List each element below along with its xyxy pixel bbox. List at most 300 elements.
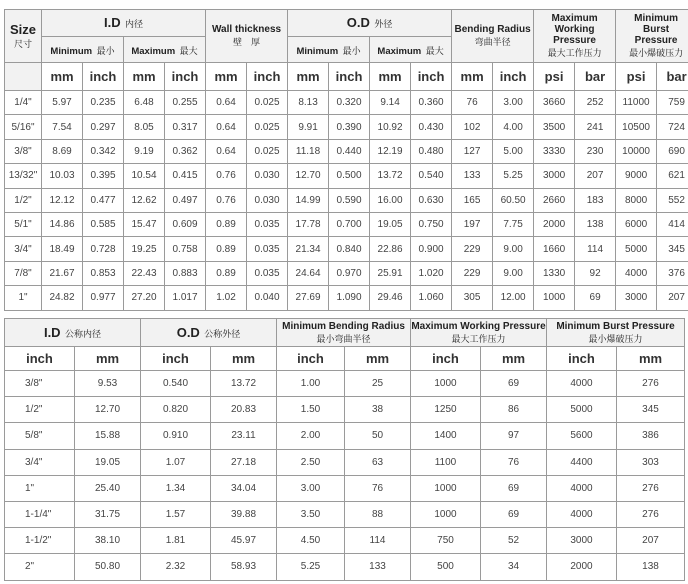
size-cell: 1-1/2"	[5, 528, 75, 554]
value-cell: 4000	[547, 501, 617, 527]
value-cell: 58.93	[211, 554, 277, 580]
value-cell: 0.758	[165, 237, 206, 261]
value-cell: 21.67	[42, 261, 83, 285]
value-cell: 133	[452, 164, 493, 188]
hose-spec-table-2	[4, 318, 685, 581]
value-cell: 0.025	[247, 115, 288, 139]
value-cell: 5.00	[493, 139, 534, 163]
bend-label-cn: 弯曲半径	[474, 37, 511, 47]
value-cell: 38.10	[75, 528, 141, 554]
value-cell: 13.72	[211, 371, 277, 397]
value-cell: 0.89	[206, 237, 247, 261]
value-cell: 252	[575, 91, 616, 115]
value-cell: 500	[411, 554, 481, 580]
value-cell: 1000	[411, 371, 481, 397]
value-cell: 45.97	[211, 528, 277, 554]
value-cell: 3660	[534, 91, 575, 115]
value-cell: 4000	[547, 475, 617, 501]
wall-label-cn: 壁 厚	[233, 37, 261, 47]
units-blank-cell	[5, 63, 42, 91]
value-cell: 3500	[534, 115, 575, 139]
value-cell: 138	[575, 212, 616, 236]
value-cell: 1.00	[277, 371, 345, 397]
value-cell: 0.700	[329, 212, 370, 236]
value-cell: 15.47	[124, 212, 165, 236]
value-cell: 14.99	[288, 188, 329, 212]
value-cell: 0.64	[206, 115, 247, 139]
size-label: Size	[9, 22, 36, 37]
size-cell: 3/8"	[5, 139, 42, 163]
t2-id-label-cn: 公称内径	[65, 328, 102, 339]
value-cell: 12.62	[124, 188, 165, 212]
value-cell: 34.04	[211, 475, 277, 501]
hose-spec-table-1	[4, 9, 688, 311]
size-cell: 13/32"	[5, 164, 42, 188]
table-row	[5, 286, 688, 310]
value-cell: 0.255	[165, 91, 206, 115]
value-cell: 1000	[411, 501, 481, 527]
value-cell: 4000	[616, 261, 657, 285]
value-cell: 0.76	[206, 164, 247, 188]
value-cell: 0.360	[411, 91, 452, 115]
value-cell: 10.54	[124, 164, 165, 188]
value-cell: 414	[657, 212, 688, 236]
value-cell: 0.025	[247, 91, 288, 115]
t2-work-label-cn: 最大工作压力	[451, 333, 506, 344]
value-cell: 4.00	[493, 115, 534, 139]
value-cell: 276	[617, 501, 685, 527]
value-cell: 0.89	[206, 212, 247, 236]
size-cell: 3/4"	[5, 449, 75, 475]
value-cell: 92	[575, 261, 616, 285]
value-cell: 24.64	[288, 261, 329, 285]
burst-label: Minimum Burst Pressure	[634, 13, 679, 46]
value-cell: 114	[345, 528, 411, 554]
value-cell: 16.00	[370, 188, 411, 212]
unit-header-cell: inch	[277, 347, 345, 371]
size-cell: 1"	[5, 286, 42, 310]
value-cell: 25.40	[75, 475, 141, 501]
value-cell: 12.70	[288, 164, 329, 188]
size-cell: 1/2"	[5, 188, 42, 212]
value-cell: 12.00	[493, 286, 534, 310]
value-cell: 690	[657, 139, 688, 163]
value-cell: 4000	[547, 371, 617, 397]
value-cell: 621	[657, 164, 688, 188]
value-cell: 5.97	[42, 91, 83, 115]
value-cell: 69	[481, 501, 547, 527]
table-row	[5, 91, 688, 115]
value-cell: 50.80	[75, 554, 141, 580]
value-cell: 0.297	[83, 115, 124, 139]
value-cell: 10500	[616, 115, 657, 139]
t2-burst-header	[547, 319, 685, 347]
size-cell: 1-1/4"	[5, 501, 75, 527]
value-cell: 25.91	[370, 261, 411, 285]
value-cell: 5.25	[493, 164, 534, 188]
value-cell: 0.970	[329, 261, 370, 285]
unit-header-cell: inch	[411, 63, 452, 91]
value-cell: 345	[617, 397, 685, 423]
unit-header-cell: mm	[211, 347, 277, 371]
table-row	[5, 164, 688, 188]
value-cell: 2.00	[277, 423, 345, 449]
value-cell: 5600	[547, 423, 617, 449]
value-cell: 24.82	[42, 286, 83, 310]
value-cell: 207	[657, 286, 688, 310]
id-max-header: Maximum 最大	[124, 37, 206, 63]
unit-header-cell: psi	[616, 63, 657, 91]
value-cell: 9.91	[288, 115, 329, 139]
value-cell: 138	[617, 554, 685, 580]
od-label: O.D	[346, 15, 370, 30]
value-cell: 0.540	[141, 371, 211, 397]
value-cell: 69	[481, 371, 547, 397]
t2-units-row	[5, 347, 685, 371]
value-cell: 276	[617, 371, 685, 397]
value-cell: 9.14	[370, 91, 411, 115]
value-cell: 7.54	[42, 115, 83, 139]
value-cell: 23.11	[211, 423, 277, 449]
value-cell: 1250	[411, 397, 481, 423]
value-cell: 0.609	[165, 212, 206, 236]
value-cell: 0.390	[329, 115, 370, 139]
unit-header-cell: inch	[165, 63, 206, 91]
value-cell: 5000	[616, 237, 657, 261]
unit-header-cell: mm	[288, 63, 329, 91]
value-cell: 0.040	[247, 286, 288, 310]
work-header	[534, 10, 616, 63]
unit-header-cell: bar	[657, 63, 688, 91]
unit-header-cell: mm	[345, 347, 411, 371]
value-cell: 39.88	[211, 501, 277, 527]
value-cell: 8.13	[288, 91, 329, 115]
value-cell: 0.900	[411, 237, 452, 261]
size-cell: 1/2"	[5, 397, 75, 423]
unit-header-cell: inch	[547, 347, 617, 371]
t2-od-label-cn: 公称外径	[204, 328, 241, 339]
size-cell: 5/8"	[5, 423, 75, 449]
value-cell: 97	[481, 423, 547, 449]
value-cell: 0.977	[83, 286, 124, 310]
unit-header-cell: mm	[206, 63, 247, 91]
value-cell: 376	[657, 261, 688, 285]
unit-header-cell: mm	[124, 63, 165, 91]
t2-burst-label-cn: 最小爆破压力	[588, 333, 643, 344]
value-cell: 3.50	[277, 501, 345, 527]
value-cell: 9000	[616, 164, 657, 188]
value-cell: 1400	[411, 423, 481, 449]
table-row	[5, 212, 688, 236]
value-cell: 759	[657, 91, 688, 115]
value-cell: 9.00	[493, 261, 534, 285]
value-cell: 1000	[534, 286, 575, 310]
value-cell: 0.415	[165, 164, 206, 188]
value-cell: 1.57	[141, 501, 211, 527]
value-cell: 13.72	[370, 164, 411, 188]
table-row	[5, 115, 688, 139]
table-row	[5, 371, 685, 397]
value-cell: 38	[345, 397, 411, 423]
value-cell: 229	[452, 261, 493, 285]
unit-header-cell: inch	[493, 63, 534, 91]
value-cell: 11.18	[288, 139, 329, 163]
value-cell: 76	[481, 449, 547, 475]
value-cell: 0.317	[165, 115, 206, 139]
table-row	[5, 261, 688, 285]
value-cell: 197	[452, 212, 493, 236]
value-cell: 52	[481, 528, 547, 554]
value-cell: 0.035	[247, 261, 288, 285]
value-cell: 207	[575, 164, 616, 188]
value-cell: 1330	[534, 261, 575, 285]
unit-header-cell: mm	[75, 347, 141, 371]
od-label-cn: 外径	[374, 19, 393, 29]
value-cell: 1.060	[411, 286, 452, 310]
work-label-cn: 最大工作压力	[547, 48, 602, 58]
size-cell: 5/1"	[5, 212, 42, 236]
value-cell: 0.320	[329, 91, 370, 115]
units-row	[5, 63, 688, 91]
value-cell: 276	[617, 475, 685, 501]
value-cell: 0.728	[83, 237, 124, 261]
value-cell: 0.500	[329, 164, 370, 188]
t2-od-label: O.D	[176, 324, 200, 340]
t2-work-header	[411, 319, 547, 347]
burst-label-cn: 最小爆破压力	[629, 48, 684, 58]
value-cell: 127	[452, 139, 493, 163]
value-cell: 0.035	[247, 212, 288, 236]
value-cell: 8.05	[124, 115, 165, 139]
value-cell: 18.49	[42, 237, 83, 261]
value-cell: 9.19	[124, 139, 165, 163]
value-cell: 0.540	[411, 164, 452, 188]
od-header	[288, 10, 452, 37]
value-cell: 0.853	[83, 261, 124, 285]
unit-header-cell: mm	[370, 63, 411, 91]
value-cell: 69	[481, 475, 547, 501]
t2-bend-label-cn: 最小弯曲半径	[316, 333, 371, 344]
unit-header-cell: mm	[481, 347, 547, 371]
value-cell: 133	[345, 554, 411, 580]
size-cell: 1"	[5, 475, 75, 501]
value-cell: 8000	[616, 188, 657, 212]
od-max-header: Maximum 最大	[370, 37, 452, 63]
value-cell: 76	[345, 475, 411, 501]
size-cell: 1/4"	[5, 91, 42, 115]
t2-bend-label: Minimum Bending Radius	[282, 320, 405, 332]
value-cell: 1.017	[165, 286, 206, 310]
value-cell: 3000	[616, 286, 657, 310]
value-cell: 1100	[411, 449, 481, 475]
value-cell: 4400	[547, 449, 617, 475]
value-cell: 60.50	[493, 188, 534, 212]
value-cell: 12.19	[370, 139, 411, 163]
value-cell: 1.090	[329, 286, 370, 310]
value-cell: 10.03	[42, 164, 83, 188]
value-cell: 305	[452, 286, 493, 310]
value-cell: 0.585	[83, 212, 124, 236]
value-cell: 8.69	[42, 139, 83, 163]
unit-header-cell: inch	[329, 63, 370, 91]
value-cell: 0.342	[83, 139, 124, 163]
value-cell: 0.430	[411, 115, 452, 139]
value-cell: 22.43	[124, 261, 165, 285]
od-min-header: Minimum 最小	[288, 37, 370, 63]
value-cell: 17.78	[288, 212, 329, 236]
value-cell: 1.34	[141, 475, 211, 501]
unit-header-cell: inch	[83, 63, 124, 91]
table-row	[5, 423, 685, 449]
value-cell: 0.64	[206, 139, 247, 163]
unit-header-cell: bar	[575, 63, 616, 91]
value-cell: 5.25	[277, 554, 345, 580]
value-cell: 241	[575, 115, 616, 139]
burst-header	[616, 10, 688, 63]
value-cell: 0.590	[329, 188, 370, 212]
value-cell: 0.76	[206, 188, 247, 212]
table-row	[5, 475, 685, 501]
value-cell: 0.035	[247, 237, 288, 261]
value-cell: 0.750	[411, 212, 452, 236]
wall-header	[206, 10, 288, 63]
t2-od-header	[141, 319, 277, 347]
value-cell: 2000	[534, 212, 575, 236]
id-header	[42, 10, 206, 37]
value-cell: 31.75	[75, 501, 141, 527]
size-cell: 7/8"	[5, 261, 42, 285]
value-cell: 0.820	[141, 397, 211, 423]
value-cell: 27.20	[124, 286, 165, 310]
value-cell: 14.86	[42, 212, 83, 236]
value-cell: 0.030	[247, 188, 288, 212]
table-row	[5, 139, 688, 163]
value-cell: 12.70	[75, 397, 141, 423]
value-cell: 0.840	[329, 237, 370, 261]
unit-header-cell: inch	[411, 347, 481, 371]
value-cell: 114	[575, 237, 616, 261]
value-cell: 4.50	[277, 528, 345, 554]
value-cell: 9.53	[75, 371, 141, 397]
value-cell: 724	[657, 115, 688, 139]
value-cell: 0.480	[411, 139, 452, 163]
value-cell: 0.025	[247, 139, 288, 163]
value-cell: 86	[481, 397, 547, 423]
wall-label: Wall thickness	[211, 24, 282, 35]
value-cell: 3.00	[493, 91, 534, 115]
value-cell: 386	[617, 423, 685, 449]
unit-header-cell: mm	[617, 347, 685, 371]
value-cell: 303	[617, 449, 685, 475]
value-cell: 15.88	[75, 423, 141, 449]
value-cell: 1660	[534, 237, 575, 261]
value-cell: 0.64	[206, 91, 247, 115]
id-label-cn: 内径	[125, 19, 144, 29]
table-row	[5, 554, 685, 580]
value-cell: 165	[452, 188, 493, 212]
unit-header-cell: inch	[141, 347, 211, 371]
size-header	[5, 10, 42, 63]
value-cell: 3330	[534, 139, 575, 163]
table-row	[5, 501, 685, 527]
table-row	[5, 188, 688, 212]
value-cell: 102	[452, 115, 493, 139]
value-cell: 27.18	[211, 449, 277, 475]
value-cell: 5000	[547, 397, 617, 423]
unit-header-cell: inch	[247, 63, 288, 91]
value-cell: 207	[617, 528, 685, 554]
value-cell: 3000	[547, 528, 617, 554]
value-cell: 12.12	[42, 188, 83, 212]
value-cell: 34	[481, 554, 547, 580]
value-cell: 230	[575, 139, 616, 163]
size-cell: 3/4"	[5, 237, 42, 261]
value-cell: 88	[345, 501, 411, 527]
value-cell: 1000	[411, 475, 481, 501]
value-cell: 0.910	[141, 423, 211, 449]
table-row	[5, 449, 685, 475]
value-cell: 10000	[616, 139, 657, 163]
table-row	[5, 237, 688, 261]
value-cell: 19.05	[370, 212, 411, 236]
value-cell: 29.46	[370, 286, 411, 310]
t2-bend-header	[277, 319, 411, 347]
value-cell: 10.92	[370, 115, 411, 139]
value-cell: 229	[452, 237, 493, 261]
value-cell: 19.05	[75, 449, 141, 475]
value-cell: 0.497	[165, 188, 206, 212]
value-cell: 6000	[616, 212, 657, 236]
value-cell: 0.89	[206, 261, 247, 285]
value-cell: 345	[657, 237, 688, 261]
value-cell: 3000	[534, 164, 575, 188]
value-cell: 19.25	[124, 237, 165, 261]
value-cell: 0.362	[165, 139, 206, 163]
value-cell: 183	[575, 188, 616, 212]
value-cell: 2.50	[277, 449, 345, 475]
value-cell: 76	[452, 91, 493, 115]
value-cell: 63	[345, 449, 411, 475]
size-label-cn: 尺寸	[13, 39, 32, 49]
value-cell: 50	[345, 423, 411, 449]
value-cell: 21.34	[288, 237, 329, 261]
value-cell: 1.07	[141, 449, 211, 475]
value-cell: 0.395	[83, 164, 124, 188]
value-cell: 1.50	[277, 397, 345, 423]
value-cell: 1.81	[141, 528, 211, 554]
size-cell: 2"	[5, 554, 75, 580]
value-cell: 3.00	[277, 475, 345, 501]
unit-header-cell: psi	[534, 63, 575, 91]
value-cell: 7.75	[493, 212, 534, 236]
value-cell: 552	[657, 188, 688, 212]
value-cell: 25	[345, 371, 411, 397]
size-cell: 5/16"	[5, 115, 42, 139]
t2-burst-label: Minimum Burst Pressure	[556, 320, 675, 332]
value-cell: 0.630	[411, 188, 452, 212]
value-cell: 20.83	[211, 397, 277, 423]
value-cell: 0.235	[83, 91, 124, 115]
unit-header-cell: mm	[452, 63, 493, 91]
id-min-header: Minimum 最小	[42, 37, 124, 63]
value-cell: 2.32	[141, 554, 211, 580]
unit-header-cell: mm	[42, 63, 83, 91]
value-cell: 0.883	[165, 261, 206, 285]
value-cell: 9.00	[493, 237, 534, 261]
table-row	[5, 528, 685, 554]
value-cell: 2000	[547, 554, 617, 580]
value-cell: 69	[575, 286, 616, 310]
